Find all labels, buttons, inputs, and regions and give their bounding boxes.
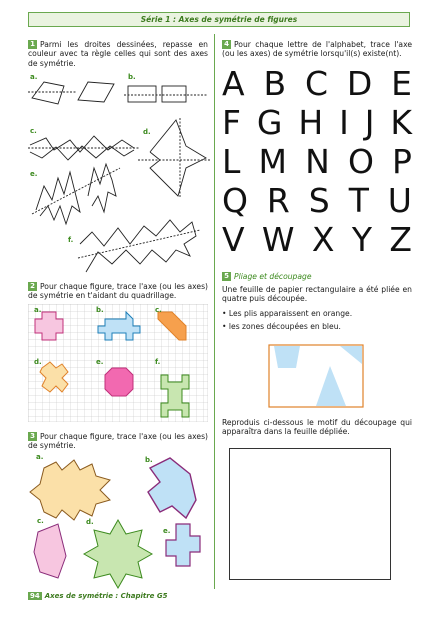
letters-row-1: [222, 64, 412, 104]
letter: A: [222, 64, 245, 103]
letter: R: [266, 181, 290, 220]
letter: U: [387, 181, 412, 220]
letter: W: [261, 220, 295, 259]
exercise-5-bullet-2: • les zones découpées en bleu.: [222, 322, 341, 331]
letter: F: [222, 103, 241, 142]
page-number: 94: [30, 592, 40, 600]
exercise-4-instruction: [222, 40, 412, 59]
ex3-label-a: a.: [36, 453, 44, 461]
ex1-label-f: f.: [68, 236, 74, 244]
exercise-4-number: 4: [222, 40, 231, 49]
exercise-5-number: 5: [222, 272, 231, 281]
letter: G: [256, 103, 283, 142]
series-banner: Série 1 : Axes de symétrie de figures: [28, 12, 410, 27]
letter: M: [258, 142, 287, 181]
exercise-2-text: Pour chaque figure, trace l'axe (ou les axes) de symétrie en t'aidant du quadrillage.: [28, 282, 208, 301]
exercise-3-text: Pour chaque figure, trace l'axe (ou les axes) de symétrie.: [28, 432, 208, 451]
letter: N: [305, 142, 330, 181]
ex3-label-e: e.: [163, 527, 171, 535]
page-footer: [28, 592, 167, 600]
letter: L: [222, 142, 241, 181]
ex1-label-a: a.: [30, 73, 38, 81]
letter: T: [348, 181, 369, 220]
ex2-label-d: d.: [34, 358, 42, 366]
letter: Z: [389, 220, 412, 259]
ex3-label-b: b.: [145, 456, 153, 464]
ex1-label-b: b.: [128, 73, 136, 81]
letter: S: [308, 181, 330, 220]
letter: Y: [351, 220, 373, 259]
letters-row-5: [222, 220, 412, 260]
ex2-label-e: e.: [96, 358, 104, 366]
drawing-frame[interactable]: [229, 448, 391, 580]
ex3-figures: [0, 0, 215, 590]
ex3-label-c: c.: [37, 517, 44, 525]
letter: V: [222, 220, 245, 259]
ex1-label-e: e.: [30, 170, 38, 178]
letters-row-4: [222, 181, 412, 221]
letter: D: [346, 64, 373, 103]
ex2-label-a: a.: [34, 306, 42, 314]
exercise-5-instruction-2: Reproduis ci-dessous le motif du découpage qui apparaîtra dans la feuille dépliée.: [222, 418, 412, 437]
letter: E: [391, 64, 412, 103]
letters-row-3: [222, 142, 412, 182]
ex2-label-c: c.: [155, 306, 162, 314]
letter: O: [347, 142, 374, 181]
letter: B: [263, 64, 287, 103]
letter: J: [364, 103, 375, 142]
ex2-label-f: f.: [155, 358, 161, 366]
chapter-label: Axes de symétrie : Chapitre G5: [44, 592, 168, 600]
exercise-4-text: Pour chaque lettre de l'alphabet, trace l'axe (ou les axes) de symétrie lorsqu'il(s) existe(nt).: [222, 40, 412, 59]
ex1-label-d: d.: [143, 128, 151, 136]
exercise-5-bullet-1: • Les plis apparaissent en orange.: [222, 309, 353, 318]
bullet-text: Les plis apparaissent en orange.: [228, 309, 353, 318]
letters-row-2: [222, 103, 412, 143]
exercise-3-number: 3: [28, 432, 37, 441]
exercise-2-number: 2: [28, 282, 37, 291]
ex2-label-b: b.: [96, 306, 104, 314]
letter: C: [304, 64, 328, 103]
bullet-text: les zones découpées en bleu.: [228, 322, 341, 331]
folded-paper-figure: [268, 344, 364, 408]
letter: I: [339, 103, 349, 142]
letter: K: [390, 103, 412, 142]
letter: X: [311, 220, 335, 259]
exercise-1-text: Parmi les droites dessinées, repasse en couleur avec ta règle celles qui sont des axes de symétrie.: [28, 40, 208, 68]
letter: Q: [222, 181, 248, 220]
ex1-label-c: c.: [30, 127, 37, 135]
ex3-label-d: d.: [86, 518, 94, 526]
letter: P: [392, 142, 412, 181]
exercise-5-text: Une feuille de papier rectangulaire a été pliée en quatre puis découpée.: [222, 285, 412, 304]
exercise-5-title: Pliage et découpage: [234, 272, 312, 281]
exercise-1-number: 1: [28, 40, 37, 49]
letter: H: [298, 103, 324, 142]
exercise-5-heading: [222, 272, 312, 281]
